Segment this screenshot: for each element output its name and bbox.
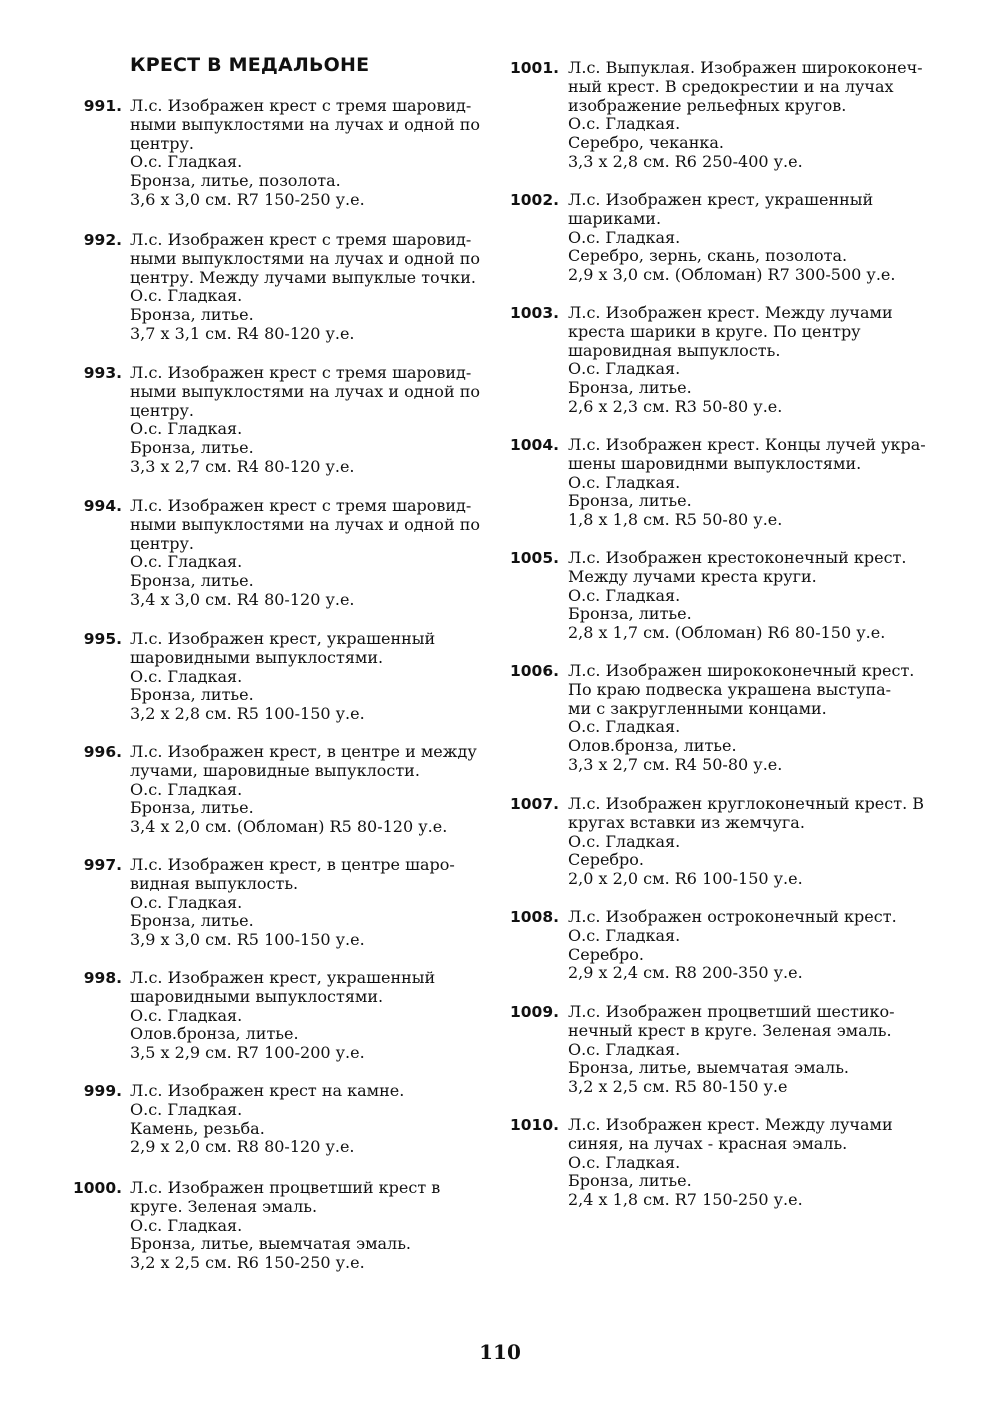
entry-line: О.с. Гладкая. xyxy=(568,925,681,945)
entry-line: Л.с. Изображен крест с тремя шаровид- xyxy=(130,96,472,115)
entry-line: видная выпуклость. xyxy=(130,873,299,893)
entry-number: 998. xyxy=(83,969,122,987)
entry-description xyxy=(568,436,926,530)
entry-line: Л.с. Изображен крестоконечный крест. xyxy=(568,548,907,567)
entry-line: 3,4 х 2,0 см. (Обломан) R5 80-120 у.е. xyxy=(130,817,448,837)
entry-line: О.с. Гладкая. xyxy=(568,831,681,851)
entry-number: 993. xyxy=(83,364,122,382)
entry-line: Бронза, литье. xyxy=(130,571,254,591)
entry-line: Л.с. Изображен процветший крест в xyxy=(130,1178,441,1197)
entry-line: О.с. Гладкая. xyxy=(130,779,243,799)
entry-number: 996. xyxy=(83,743,122,761)
entry-line: ный крест. В средокрестии и на лучах xyxy=(568,76,894,96)
entry-description xyxy=(130,1082,404,1157)
entry-description xyxy=(568,795,924,889)
entry-number: 991. xyxy=(83,97,122,115)
entry-line: Олов.бронза, литье. xyxy=(568,736,737,756)
entry-line: О.с. Гладкая. xyxy=(130,286,243,306)
entry-number: 1005. xyxy=(509,549,559,567)
entry-line: О.с. Гладкая. xyxy=(130,666,243,686)
entry-line: Л.с. Выпуклая. Изображен ширококонеч- xyxy=(568,58,923,77)
entry-number: 997. xyxy=(83,856,122,874)
entry-line: О.с. Гладкая. xyxy=(568,585,681,605)
entry-line: О.с. Гладкая. xyxy=(568,1039,681,1059)
entry-description xyxy=(130,364,480,477)
entry-description xyxy=(130,231,480,344)
entry-line: Л.с. Изображен процветший шестико- xyxy=(568,1002,895,1021)
entry-line: О.с. Гладкая. xyxy=(568,1152,681,1172)
entry-line: изображение рельефных кругов. xyxy=(568,95,847,115)
entry-number: 1009. xyxy=(509,1003,559,1021)
entry-line: 3,3 х 2,7 см. R4 80-120 у.е. xyxy=(130,456,355,476)
entry-description xyxy=(130,97,480,210)
entry-number: 1000. xyxy=(72,1179,122,1197)
entry-line: Бронза, литье, выемчатая эмаль. xyxy=(568,1058,850,1078)
entry-line: Л.с. Изображен ширококонечный крест. xyxy=(568,661,915,680)
entry-line: О.с. Гладкая. xyxy=(130,1215,243,1235)
entry-description xyxy=(568,1116,893,1210)
entry-line: центру. xyxy=(130,533,195,553)
entry-description xyxy=(568,1003,895,1097)
entry-line: Л.с. Изображен крест с тремя шаровид- xyxy=(130,496,472,515)
section-title: КРЕСТ В МЕДАЛЬОНЕ xyxy=(130,54,370,76)
entry-number: 999. xyxy=(83,1082,122,1100)
entry-line: Л.с. Изображен крест, украшенный xyxy=(568,190,874,209)
entry-description xyxy=(130,630,435,724)
entry-line: О.с. Гладкая. xyxy=(130,552,243,572)
entry-line: Бронза, литье. xyxy=(130,438,254,458)
entry-line: Л.с. Изображен крест, в центре шаро- xyxy=(130,855,455,874)
entry-line: 3,3 х 2,8 см. R6 250-400 у.е. xyxy=(568,151,803,171)
entry-line: Л.с. Изображен крест, украшенный xyxy=(130,968,436,987)
entry-description xyxy=(568,908,897,983)
entry-line: О.с. Гладкая. xyxy=(568,717,681,737)
entry-line: 2,9 х 2,4 см. R8 200-350 у.е. xyxy=(568,963,803,983)
entry-line: 1,8 х 1,8 см. R5 50-80 у.е. xyxy=(568,510,783,530)
entry-line: 3,9 х 3,0 см. R5 100-150 у.е. xyxy=(130,930,365,950)
entry-line: Бронза, литье. xyxy=(568,604,692,624)
entry-description xyxy=(130,743,477,837)
entry-line: Бронза, литье. xyxy=(568,1171,692,1191)
entry-line: По краю подвеска украшена выступа- xyxy=(568,679,892,699)
entry-line: 3,4 х 3,0 см. R4 80-120 у.е. xyxy=(130,589,355,609)
page-number: 110 xyxy=(479,1340,521,1364)
entry-line: О.с. Гладкая. xyxy=(130,419,243,439)
entry-line: 3,2 х 2,8 см. R5 100-150 у.е. xyxy=(130,704,365,724)
entry-line: ными выпуклостями на лучах и одной по xyxy=(130,114,480,134)
entry-line: ми с закругленными концами. xyxy=(568,698,827,718)
entry-line: Л.с. Изображен крест. Концы лучей укра- xyxy=(568,435,926,454)
entry-description xyxy=(568,191,895,285)
entry-line: синяя, на лучах - красная эмаль. xyxy=(568,1133,848,1153)
entry-line: О.с. Гладкая. xyxy=(568,472,681,492)
entry-line: О.с. Гладкая. xyxy=(130,1005,243,1025)
entry-line: О.с. Гладкая. xyxy=(568,114,681,134)
entry-line: 3,6 х 3,0 см. R7 150-250 у.е. xyxy=(130,189,365,209)
entry-line: Бронза, литье. xyxy=(130,685,254,705)
entry-line: ными выпуклостями на лучах и одной по xyxy=(130,248,480,268)
entry-line: Л.с. Изображен остроконечный крест. xyxy=(568,907,897,926)
entry-line: Серебро, чеканка. xyxy=(568,133,724,153)
entry-number: 1008. xyxy=(509,908,559,926)
entry-description xyxy=(568,304,893,417)
entry-line: 3,5 х 2,9 см. R7 100-200 у.е. xyxy=(130,1043,365,1063)
entry-line: 2,8 х 1,7 см. (Обломан) R6 80-150 у.е. xyxy=(568,623,886,643)
entry-line: Бронза, литье. xyxy=(130,798,254,818)
entry-line: Л.с. Изображен крест на камне. xyxy=(130,1081,405,1100)
entry-line: Бронза, литье, позолота. xyxy=(130,171,341,191)
entry-line: Л.с. Изображен крест. Между лучами xyxy=(568,1115,893,1134)
entry-line: ными выпуклостями на лучах и одной по xyxy=(130,381,480,401)
entry-line: шены шаровиднми выпуклостями. xyxy=(568,453,862,473)
entry-line: Камень, резьба. xyxy=(130,1118,265,1138)
entry-line: Бронза, литье, выемчатая эмаль. xyxy=(130,1234,412,1254)
entry-number: 1004. xyxy=(509,436,559,454)
entry-line: шаровидная выпуклость. xyxy=(568,340,781,360)
entry-line: Л.с. Изображен крест, в центре и между xyxy=(130,742,477,761)
entry-line: Л.с. Изображен крест с тремя шаровид- xyxy=(130,230,472,249)
entry-line: 3,7 х 3,1 см. R4 80-120 у.е. xyxy=(130,323,355,343)
entry-description xyxy=(130,856,455,950)
entry-line: Олов.бронза, литье. xyxy=(130,1024,299,1044)
entry-line: Серебро, зернь, скань, позолота. xyxy=(568,246,848,266)
entry-number: 1002. xyxy=(509,191,559,209)
entry-number: 995. xyxy=(83,630,122,648)
entry-line: центру. xyxy=(130,400,195,420)
entry-line: 3,2 х 2,5 см. R5 80-150 у.е xyxy=(568,1077,788,1097)
entry-line: Серебро. xyxy=(568,944,645,964)
entry-line: ными выпуклостями на лучах и одной по xyxy=(130,514,480,534)
entry-line: О.с. Гладкая. xyxy=(130,892,243,912)
entry-line: 2,9 х 3,0 см. (Обломан) R7 300-500 у.е. xyxy=(568,265,896,285)
entry-line: круге. Зеленая эмаль. xyxy=(130,1196,318,1216)
entry-line: О.с. Гладкая. xyxy=(130,1099,243,1119)
entry-line: 2,9 х 2,0 см. R8 80-120 у.е. xyxy=(130,1137,355,1157)
entry-description xyxy=(568,549,907,643)
entry-number: 1006. xyxy=(509,662,559,680)
entry-line: Л.с. Изображен круглоконечный крест. В xyxy=(568,794,925,813)
entry-line: шаровидными выпуклостями. xyxy=(130,986,384,1006)
entry-line: 2,0 х 2,0 см. R6 100-150 у.е. xyxy=(568,869,803,889)
entry-line: шаровидными выпуклостями. xyxy=(130,647,384,667)
entry-line: Бронза, литье. xyxy=(130,911,254,931)
entry-number: 1010. xyxy=(509,1116,559,1134)
entry-line: Бронза, литье. xyxy=(568,491,692,511)
entry-line: центру. Между лучами выпуклые точки. xyxy=(130,267,476,287)
entry-line: центру. xyxy=(130,133,195,153)
entry-line: кругах вставки из жемчуга. xyxy=(568,812,805,832)
entry-line: лучами, шаровидные выпуклости. xyxy=(130,760,420,780)
entry-description xyxy=(568,59,923,172)
entry-number: 1001. xyxy=(509,59,559,77)
entry-line: Бронза, литье. xyxy=(568,378,692,398)
entry-line: 3,3 х 2,7 см. R4 50-80 у.е. xyxy=(568,754,783,774)
entry-line: Л.с. Изображен крест, украшенный xyxy=(130,629,436,648)
entry-number: 992. xyxy=(83,231,122,249)
entry-line: креста шарики в круге. По центру xyxy=(568,321,861,341)
entry-line: 2,4 х 1,8 см. R7 150-250 у.е. xyxy=(568,1190,803,1210)
entry-line: Л.с. Изображен крест. Между лучами xyxy=(568,303,893,322)
entry-line: нечный крест в круге. Зеленая эмаль. xyxy=(568,1020,892,1040)
entry-line: шариками. xyxy=(568,208,662,228)
entry-line: Бронза, литье. xyxy=(130,305,254,325)
entry-line: О.с. Гладкая. xyxy=(130,152,243,172)
entry-line: 3,2 х 2,5 см. R6 150-250 у.е. xyxy=(130,1253,365,1273)
entry-line: О.с. Гладкая. xyxy=(568,359,681,379)
entry-description xyxy=(130,497,480,610)
entry-line: Серебро. xyxy=(568,850,645,870)
entry-description xyxy=(130,1179,440,1273)
entry-line: 2,6 х 2,3 см. R3 50-80 у.е. xyxy=(568,396,783,416)
entry-line: О.с. Гладкая. xyxy=(568,227,681,247)
entry-number: 1003. xyxy=(509,304,559,322)
entry-description xyxy=(568,662,914,775)
entry-number: 994. xyxy=(83,497,122,515)
entry-line: Л.с. Изображен крест с тремя шаровид- xyxy=(130,363,472,382)
entry-description xyxy=(130,969,435,1063)
entry-line: Между лучами креста круги. xyxy=(568,566,817,586)
entry-number: 1007. xyxy=(509,795,559,813)
